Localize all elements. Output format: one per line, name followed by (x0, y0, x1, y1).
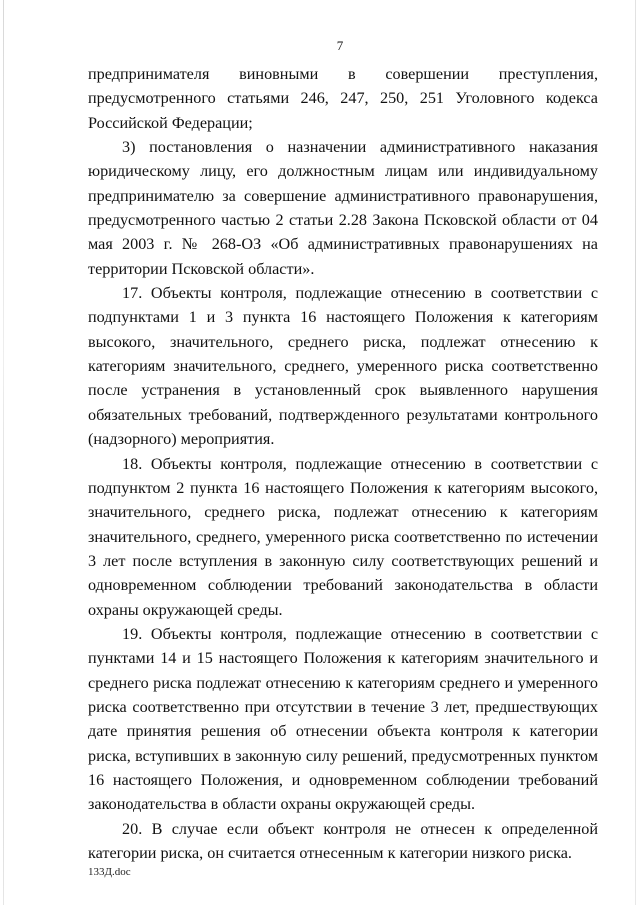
paragraph-continuation: предпринимателя виновными в совершении преступления, предусмотренного статьями 246, 247, 250, 251 Уголовного кодекса Российской Федерации; (88, 65, 598, 132)
paragraph-17: 17. Объекты контроля, подлежащие отнесению в соответствии с подпунктами 1 и 3 пункта 16 настоящего Положения к категориям высокого, значительного, среднего риска, подлежат отнесению к категориям значительного, среднего, умеренного риска соответственно после устранения в установленный срок выявленного нарушения обязательных требований, подтвержденного результатами контрольного (надзорного) мероприятия. (88, 284, 598, 449)
scan-edge-left (3, 0, 4, 905)
file-name-footer: 133Д.doc (88, 866, 131, 878)
paragraph-19: 19. Объекты контроля, подлежащие отнесению в соответствии с пунктами 14 и 15 настоящего Положения к категориям значительного и среднего риска подлежат отнесению к категориям среднего и умеренного риска соответственно при отсутствии в течение 3 лет, предшествующих дате принятия решения об отнесении объекта контроля к категории риска, вступивших в законную силу решений, предусмотренных пунктом 16 настоящего Положения, и одновременном соблюдении требований законодательства в области охраны окружающей среды. (88, 624, 598, 814)
page-number: 7 (336, 38, 344, 53)
paragraph-item-3: 3) постановления о назначении административного наказания юридическому лицу, его должностным лицам или индивидуальному предпринимателю за совершение административного правонарушения, предусмотренного частью 2 статьи 2.28 Закона Псковской области от 04 мая 2003 г. № 268-ОЗ «Об административных правонарушениях на территории Псковской области». (88, 138, 598, 278)
paragraph-18: 18. Объекты контроля, подлежащие отнесению в соответствии с подпунктом 2 пункта 16 настоящего Положения к категориям высокого, значительного, среднего риска, подлежат отнесению к категориям значительного, среднего, умеренного риска соответственно по истечении 3 лет после вступления в законную силу соответствующих решений и одновременном соблюдении требований законодательства в области охраны окружающей среды. (88, 454, 598, 619)
paragraph-20: 20. В случае если объект контроля не отнесен к определенной категории риска, он считается отнесенным к категории низкого риска. (88, 819, 598, 862)
scan-edge-right (635, 0, 636, 905)
document-body (88, 62, 598, 865)
